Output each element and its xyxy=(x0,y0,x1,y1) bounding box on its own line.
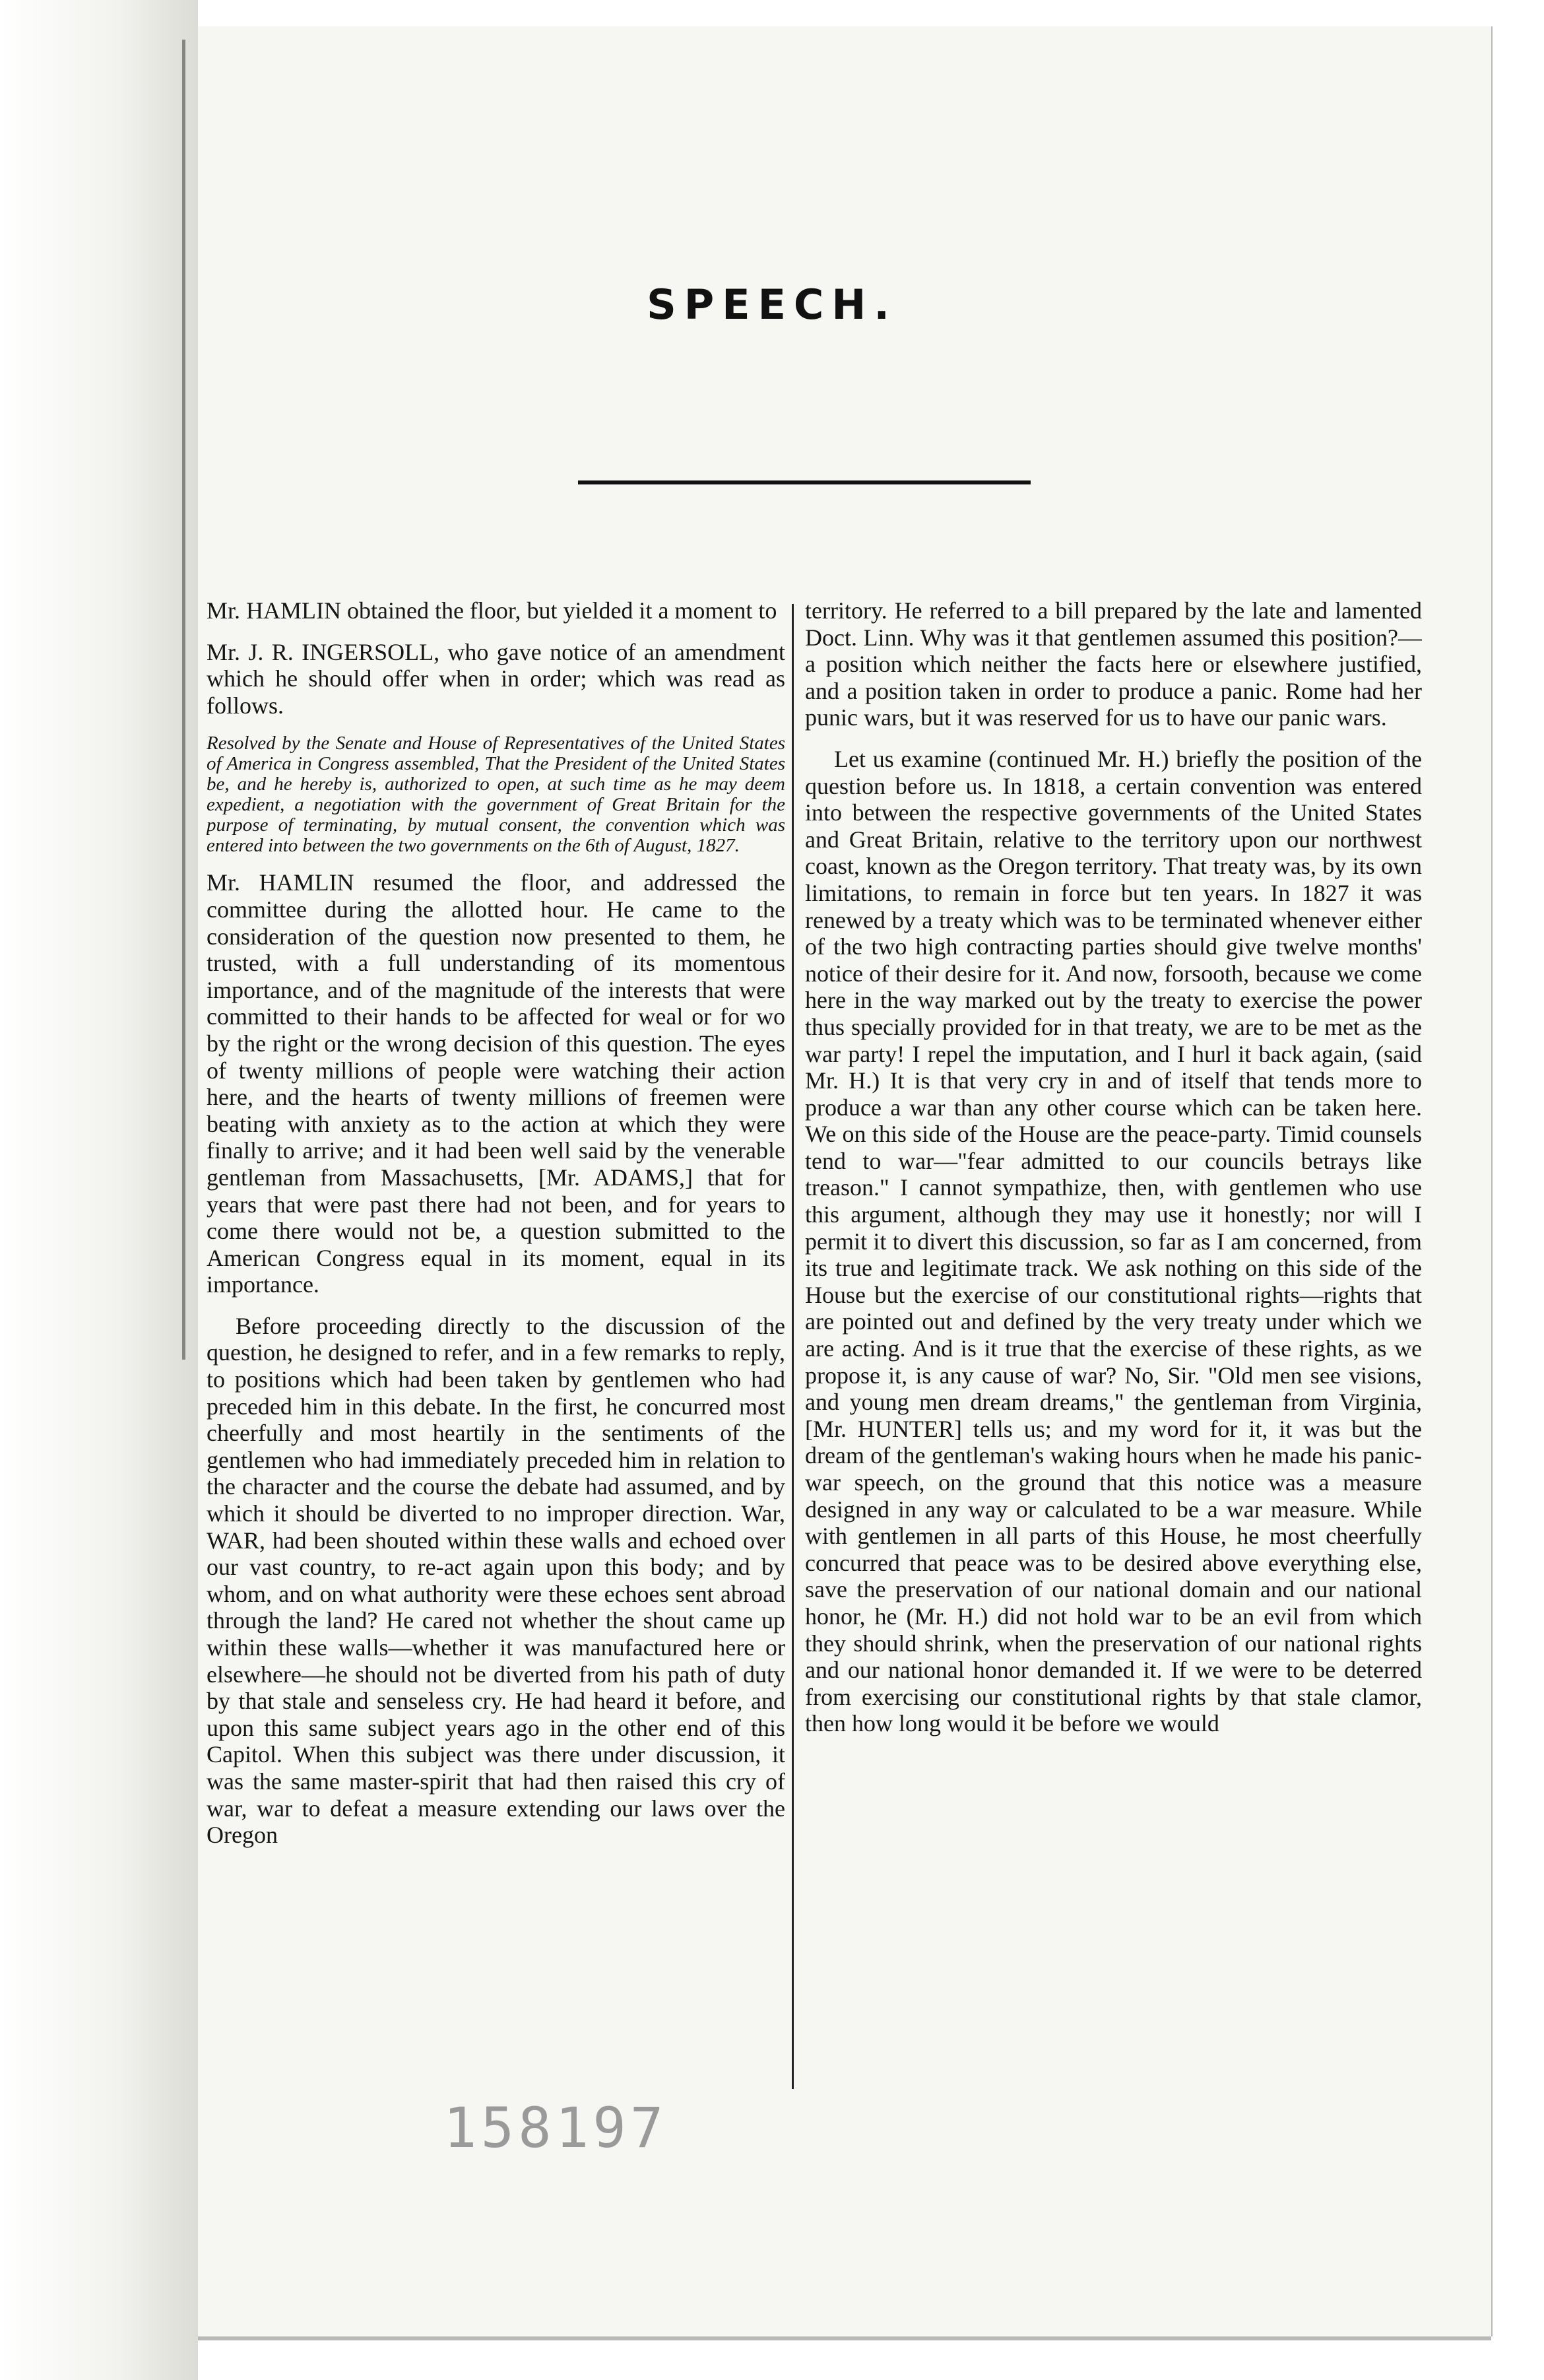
scan-left-margin xyxy=(0,0,198,2380)
paragraph: Mr. HAMLIN obtained the floor, but yielded it a moment to xyxy=(207,597,777,624)
page-title: SPEECH. xyxy=(647,281,897,329)
right-column xyxy=(805,597,1422,2089)
paragraph: Let us examine (continued Mr. H.) briefly the position of the question before us. In 1818, a certain convention was entered into between the respective governments of the United States and Great Britain, relative to the territory upon our northwest coast, known as the Oregon territory. That treaty was, by its own limitations, to remain in force but ten years. In 1827 it was renewed by a treaty which was to be terminated whenever either of the two high contracting parties should give twelve months' notice of their desire for it. And now, forsooth, because we come here in the way marked out by the treaty to exercise the power thus specially provided for in that treaty, we are to be met as the war party! I repel the imputation, and I hurl it back again, (said Mr. H.) It is that very cry in and of itself that tends more to produce a war than any other course which can be taken here. We on this side of the House are the peace-party. Timid counsels tend to war—"fear admitted to our councils betrays like treason." I cannot sympathize, then, with gentlemen who use this argument, although they may use it honestly; nor will I permit it to divert this discussion, so far as I am concerned, from its true and legitimate track. We ask nothing on this side of the House but the exercise of our constitutional rights—rights that are pointed out and defined by the very treaty under which we are acting. And is it true that the exercise of these rights, as we propose it, is any cause of war? No, Sir. "Old men see visions, and young men dream dreams," the gentleman from Virginia, [Mr. HUNTER] tells us; and my word for it, it was but the dream of the gentleman's waking hours when he made his panic-war speech, on the ground that this notice was a measure designed in any way or calculated to be a war measure. While with gentlemen in all parts of this House, he most cheerfully concurred that peace was to be desired above everything else, save the preservation of our national domain and our national honor, he (Mr. H.) did not hold war to be an evil from which they should shrink, when the preservation of our national rights and our national honor demanded it. If we were to be deterred from exercising our constitutional rights by that stale clamor, then how long would it be before we would xyxy=(805,745,1422,1737)
left-column xyxy=(207,597,785,2082)
paragraph: Mr. HAMLIN resumed the floor, and addressed the committee during the allotted hour. He came to the consideration of the question now presented to them, he trusted, with a full understanding of its momentous importance, and of the magnitude of the interests that were committed to their hands to be affected for weal or for wo by the right or the wrong decision of this question. The eyes of twenty millions of people were watching their action here, and the hearts of twenty millions of freemen were beating with anxiety as to the action at which they were finally to arrive; and it had been well said by the venerable gentleman from Massachusetts, [Mr. ADAMS,] that for years that were past there had not been, and for years to come there would not be, a question submitted to the American Congress equal in its moment, equal in its importance. xyxy=(207,869,785,1298)
library-stamp-number: 158197 xyxy=(443,2096,668,2160)
page-bottom-edge xyxy=(198,2336,1491,2340)
title-divider xyxy=(578,480,1031,484)
column-divider xyxy=(792,604,794,2089)
scan-right-margin xyxy=(1493,0,1544,2380)
resolution-text: Resolved by the Senate and House of Representatives of the United States of America in Congress assembled, That the President of the United States be, and he hereby is, authorized to open, at such time as he may deem expedient, a negotiation with the government of Great Britain for the purpose of terminating, by mutual consent, the convention which was entered into between the two governments on the 6th of August, 1827. xyxy=(207,733,785,857)
paragraph: territory. He referred to a bill prepared by the late and lamented Doct. Linn. Why was it that gentlemen assumed this position?—a position which neither the facts here or elsewhere justified, and a position taken in order to produce a panic. Rome had her punic wars, but it was reserved for us to have our panic wars. xyxy=(805,597,1422,731)
binding-edge xyxy=(182,40,185,1360)
paragraph: Before proceeding directly to the discussion of the question, he designed to refer, and in a few remarks to reply, to positions which had been taken by gentlemen who had preceded him in this debate. In the first, he concurred most cheerfully and most heartily in the sentiments of the gentlemen who had immediately preceded him in relation to the character and the course the debate had assumed, and by which it should be diverted to no improper direction. War, WAR, had been shouted within these walls and echoed over our vast country, to re-act again upon this body; and by whom, and on what authority were these echoes sent abroad through the land? He cared not whether the shout came up within these walls—whether it was manufactured here or elsewhere—he should not be diverted from his path of duty by that stale and senseless cry. He had heard it before, and upon this same subject years ago in the other end of this Capitol. When this subject was there under discussion, it was the same master-spirit that had then raised this cry of war, war to defeat a measure extending our laws over the Oregon xyxy=(207,1312,785,1849)
paragraph: Mr. J. R. INGERSOLL, who gave notice of an amendment which he should offer when in order; which was read as follows. xyxy=(207,638,785,719)
